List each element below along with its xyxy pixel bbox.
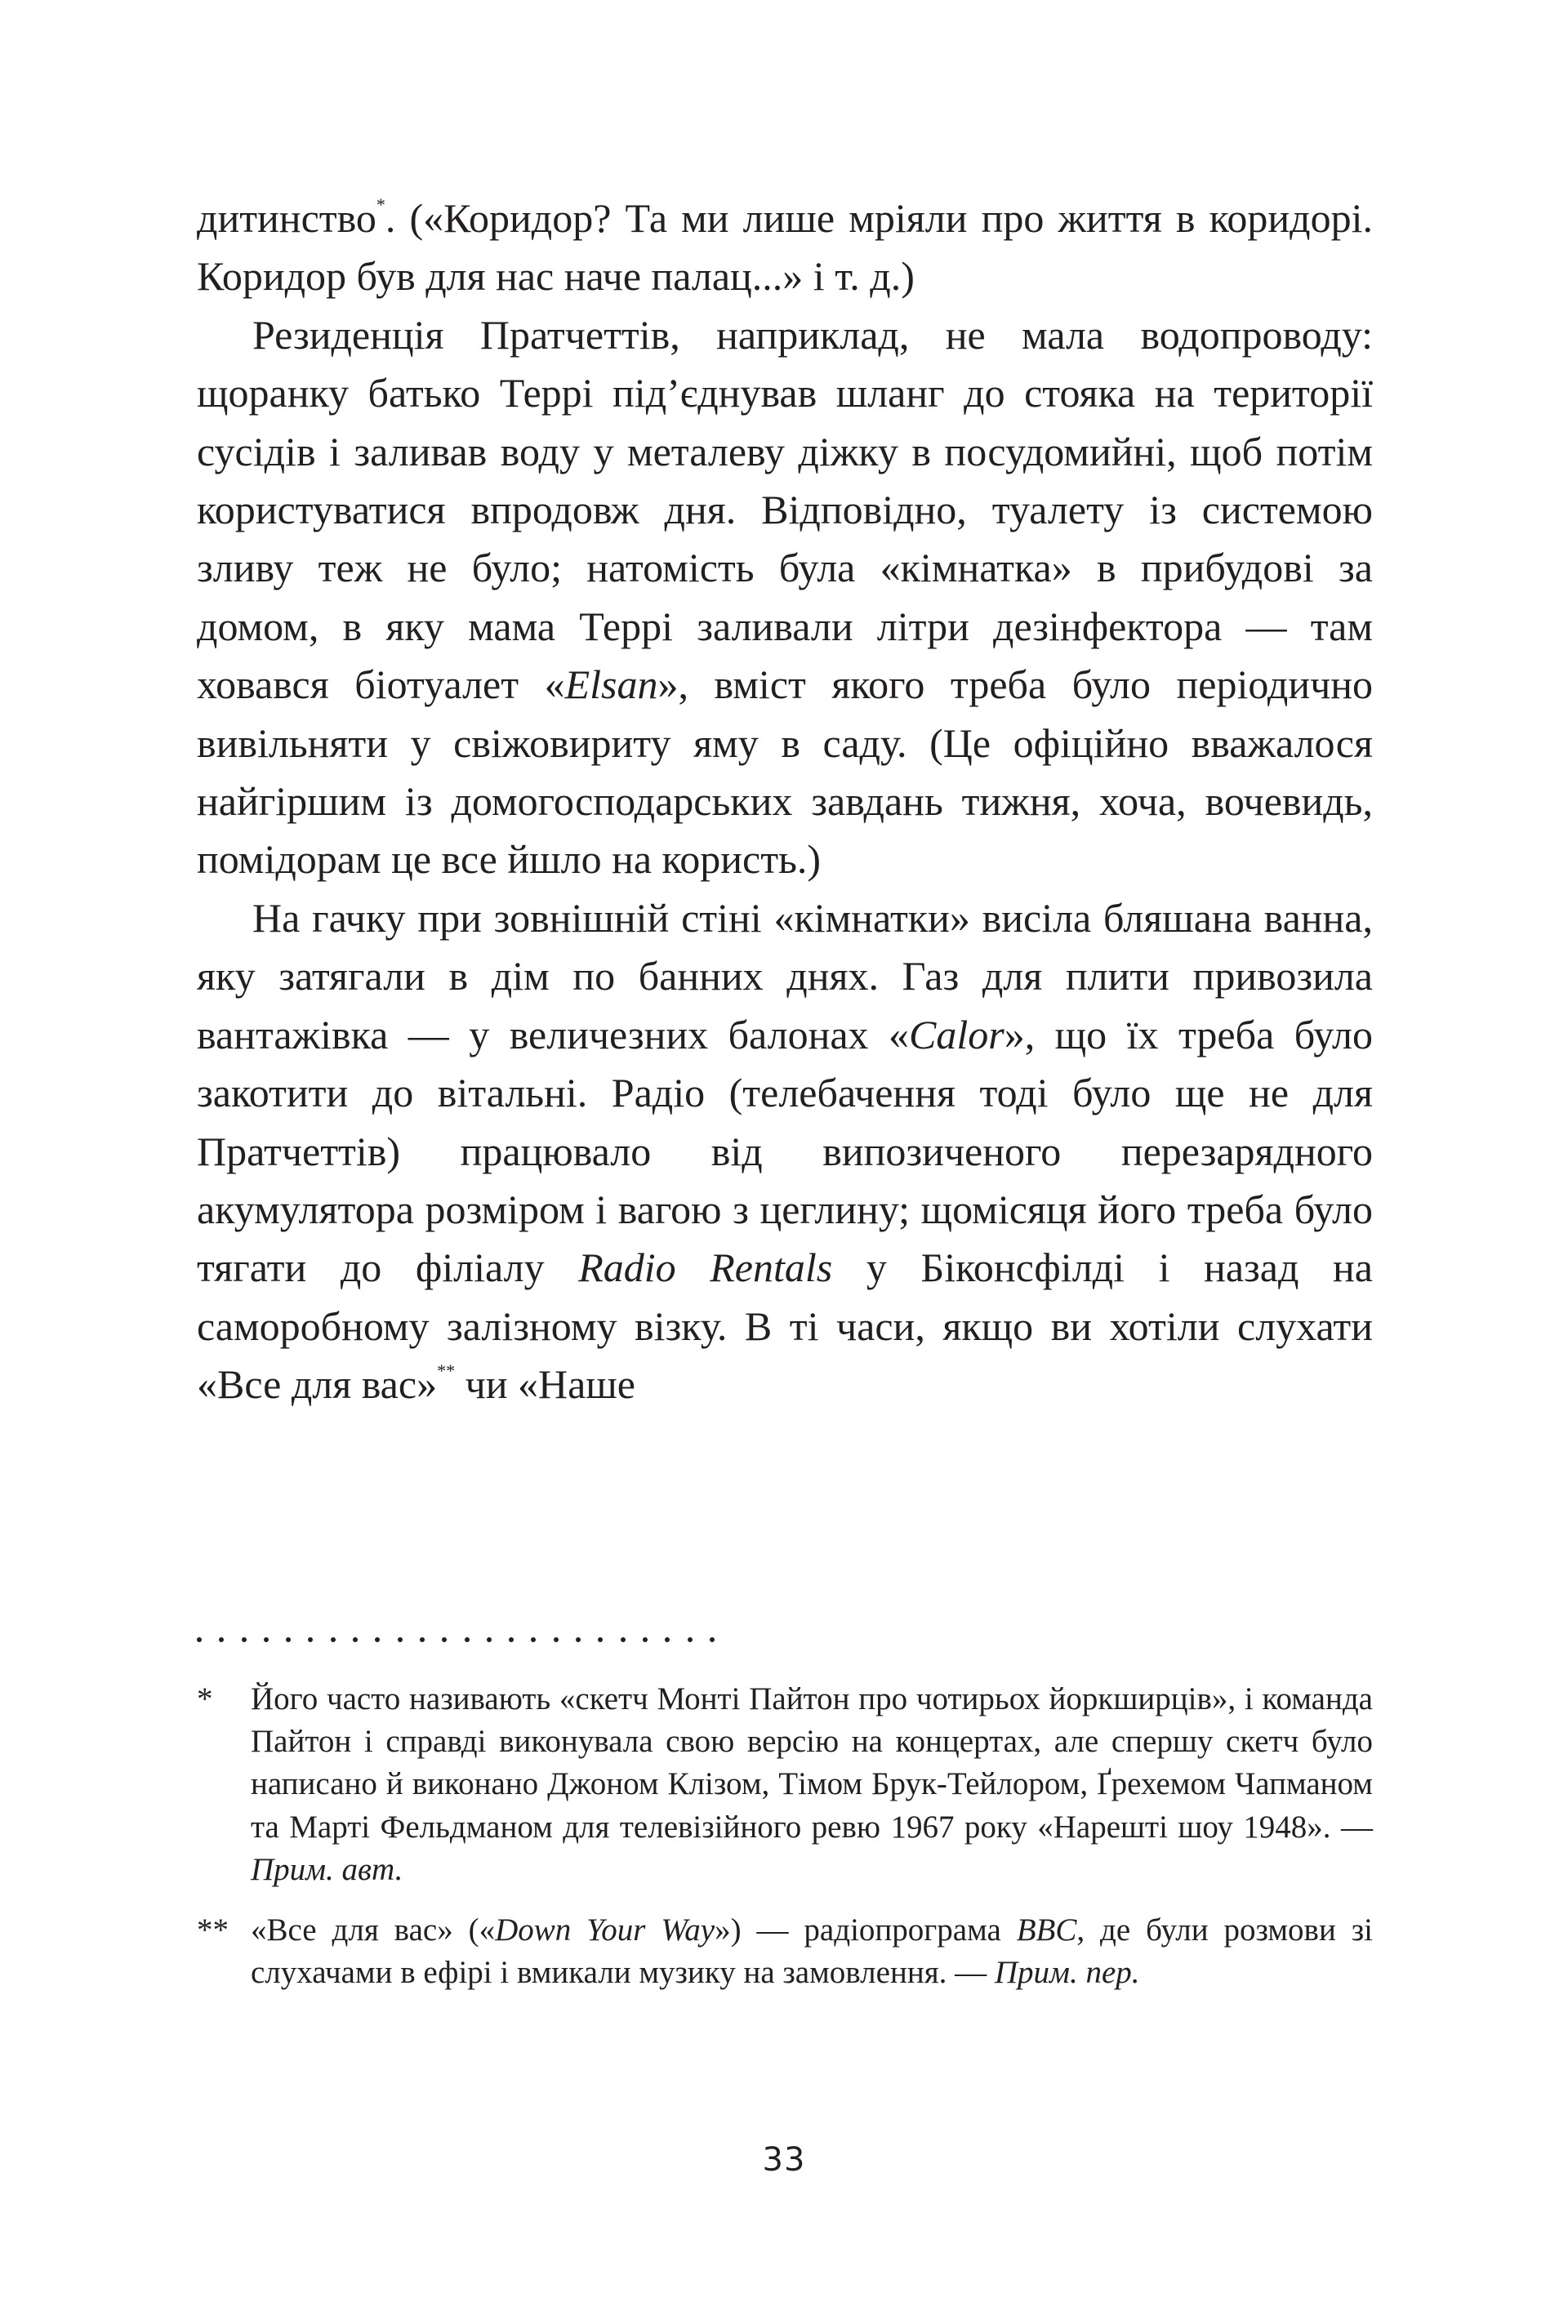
footnote-text — [251, 1678, 1373, 1891]
italic-brand-radio-rentals: Radio Rentals — [578, 1244, 833, 1291]
text-run: . («Коридор? Та ми лише мріяли про життя в коридорі. Коридор був для нас наче палац...» і т. д.) — [197, 195, 1373, 300]
footnote-2 — [197, 1909, 1373, 1994]
text-run: На гачку при зовнішній стіні «кімнатки» висіла бляшана ванна, яку затягали в дім по банних днях. Газ для плити привозила вантажівка — у величезних балонах « — [197, 894, 1373, 1057]
footnote-text — [251, 1909, 1373, 1994]
footnote-ref-2: ** — [437, 1360, 456, 1382]
text-run: ») — радіопрограма — [715, 1912, 1017, 1948]
text-run: «Все для вас» (« — [251, 1912, 496, 1948]
text-run: дитинство — [197, 195, 376, 241]
text-run: чи «Наше — [455, 1361, 635, 1408]
italic-title: Down Your Way — [495, 1912, 715, 1948]
footnote-mark: ** — [197, 1912, 229, 1948]
text-run: , де були розмови зі слухачами в ефірі і вмикали музику на замовлення. — — [251, 1912, 1373, 1991]
footnotes — [197, 1678, 1373, 2012]
text-run: », що їх треба було закотити до вітальні. Радіо (телебачення тоді було ще не для Пратчеттів) працювало від випозиченого перезарядного акумулятора розміром і вагою з цеглину; щомісяця його треба було тягати до філіалу — [197, 1011, 1374, 1291]
main-text — [197, 189, 1373, 1414]
paragraph-1 — [197, 189, 1373, 306]
paragraph-2 — [197, 306, 1373, 889]
text-run: Резиденція Пратчеттів, наприклад, не мала водопроводу: щоранку батько Террі під’єднував шланг до стояка на території сусідів і заливав воду у металеву діжку в посудомийні, щоб потім користуватися впродовж дня. Відповідно, туалету із системою зливу теж не було; натомість була «кімнатка» в прибудові за домом, в яку мама Террі заливали літри дезінфектора — там ховався біотуалет « — [197, 311, 1373, 708]
page-number: 33 — [762, 2141, 806, 2179]
footnote-mark: * — [197, 1681, 213, 1716]
text-run: Його часто називають «скетч Монті Пайтон про чотирьох йоркширців», і команда Пайтон і справді виконувала свою версію на концертах, але спершу скетч було написано й виконано Джоном Клізом, Тімом Брук-Тейлором, Ґрехемом Чапманом та Марті Фельдманом для телевізійного ревю 1967 року «Нарешті шоу 1948». — — [251, 1681, 1373, 1845]
footnote-1 — [197, 1678, 1373, 1891]
italic-note: Прим. пер. — [994, 1955, 1140, 1991]
italic-brand-elsan: Elsan — [564, 661, 658, 708]
footnote-separator — [197, 1637, 715, 1662]
paragraph-3 — [197, 889, 1373, 1414]
italic-brand-calor: Calor — [909, 1011, 1004, 1057]
footnote-ref-1: * — [376, 194, 385, 215]
text-run: », вміст якого треба було періодично вивільняти у свіжовириту яму в саду. (Це офіційно вважалося найгіршим із домогосподарських завдань тижня, хоча, вочевидь, помідорам це все йшло на користь.) — [197, 661, 1374, 883]
italic-bbc: BBC — [1016, 1912, 1077, 1948]
text-run: у Біконсфілді і назад на саморобному залізному візку. В ті часи, якщо ви хотіли слухати «Все для вас» — [197, 1244, 1373, 1408]
italic-note: Прим. авт. — [251, 1851, 403, 1887]
